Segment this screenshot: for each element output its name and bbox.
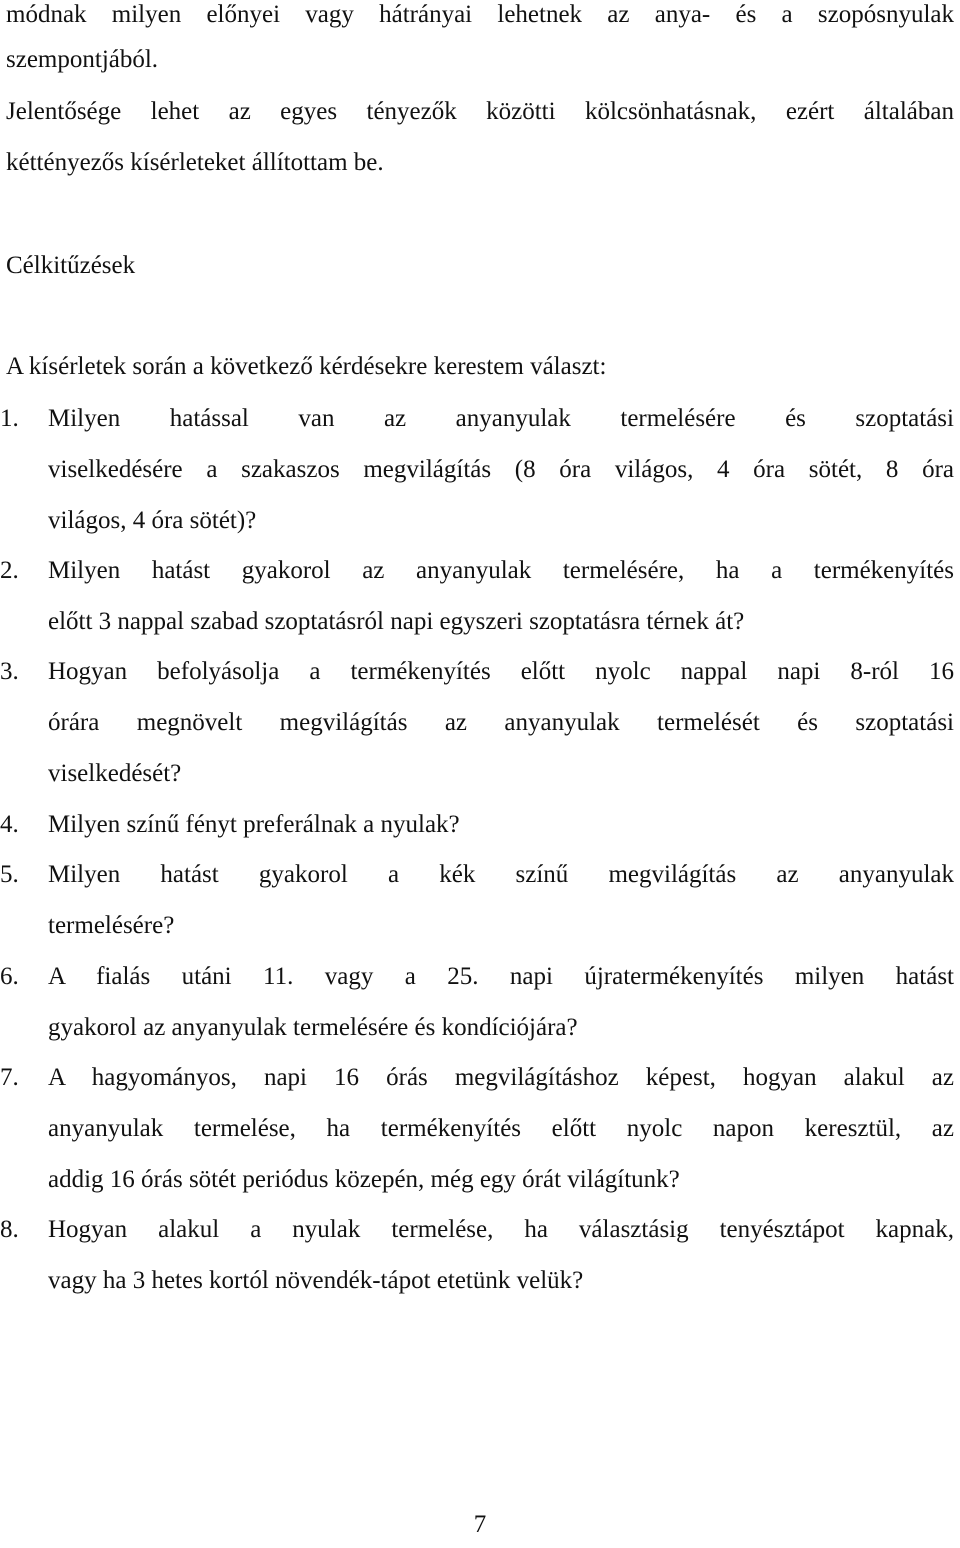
lead-sentence: A kísérletek során a következő kérdésekre kerestem választ: — [6, 353, 607, 380]
question-line: A fialás utáni 11. vagy a 25. napi újratermékenyítés milyen hatást — [48, 963, 954, 990]
question-line: Milyen hatást gyakorol az anyanyulak termelésére, ha a termékenyítés — [48, 557, 954, 584]
intro-line: módnak milyen előnyei vagy hátrányai lehetnek az anya- és a szopósnyulak — [6, 1, 954, 28]
question-item — [0, 657, 954, 810]
question-number: 7. — [0, 1064, 19, 1091]
intro-line: kéttényezős kísérleteket állítottam be. — [6, 149, 384, 176]
question-item — [0, 962, 954, 1064]
question-number: 6. — [0, 963, 19, 990]
question-line: Milyen hatást gyakorol a kék színű megvilágítás az anyanyulak — [48, 861, 954, 888]
question-item — [0, 1215, 954, 1317]
question-line: anyanyulak termelése, ha termékenyítés előtt nyolc napon keresztül, az — [48, 1115, 954, 1142]
question-line: vagy ha 3 hetes kortól növendék-tápot etetünk velük? — [48, 1267, 584, 1294]
question-item — [0, 404, 954, 557]
question-line: előtt 3 nappal szabad szoptatásról napi egyszeri szoptatásra térnek át? — [48, 608, 745, 635]
question-line: Hogyan alakul a nyulak termelése, ha választásig tenyésztápot kapnak, — [48, 1216, 954, 1243]
question-line: termelésére? — [48, 912, 175, 939]
question-line: Milyen hatással van az anyanyulak termelésére és szoptatási — [48, 405, 954, 432]
question-number: 4. — [0, 811, 19, 838]
question-item — [0, 860, 954, 962]
question-line: órára megnövelt megvilágítás az anyanyulak termelését és szoptatási — [48, 709, 954, 736]
question-number: 1. — [0, 405, 19, 432]
question-item — [0, 810, 954, 861]
question-line: addig 16 órás sötét periódus közepén, még egy órát világítunk? — [48, 1166, 680, 1193]
question-line: A hagyományos, napi 16 órás megvilágításhoz képest, hogyan alakul az — [48, 1064, 954, 1091]
intro-line: Jelentősége lehet az egyes tényezők közötti kölcsönhatásnak, ezért általában — [6, 98, 954, 125]
question-line: világos, 4 óra sötét)? — [48, 507, 257, 534]
question-line: viselkedését? — [48, 760, 182, 787]
question-line: gyakorol az anyanyulak termelésére és kondíciójára? — [48, 1014, 578, 1041]
question-line: Milyen színű fényt preferálnak a nyulak? — [48, 811, 460, 838]
question-item — [0, 556, 954, 658]
intro-line: szempontjából. — [6, 46, 159, 73]
question-number: 2. — [0, 557, 19, 584]
question-number: 8. — [0, 1216, 19, 1243]
question-item — [0, 1063, 954, 1216]
question-number: 3. — [0, 658, 19, 685]
question-line: viselkedésére a szakaszos megvilágítás (8 óra világos, 4 óra sötét, 8 óra — [48, 456, 954, 483]
question-number: 5. — [0, 861, 19, 888]
section-heading: Célkitűzések — [6, 252, 136, 279]
question-line: Hogyan befolyásolja a termékenyítés előtt nyolc nappal napi 8-ról 16 — [48, 658, 954, 685]
page-number: 7 — [473, 1511, 487, 1538]
